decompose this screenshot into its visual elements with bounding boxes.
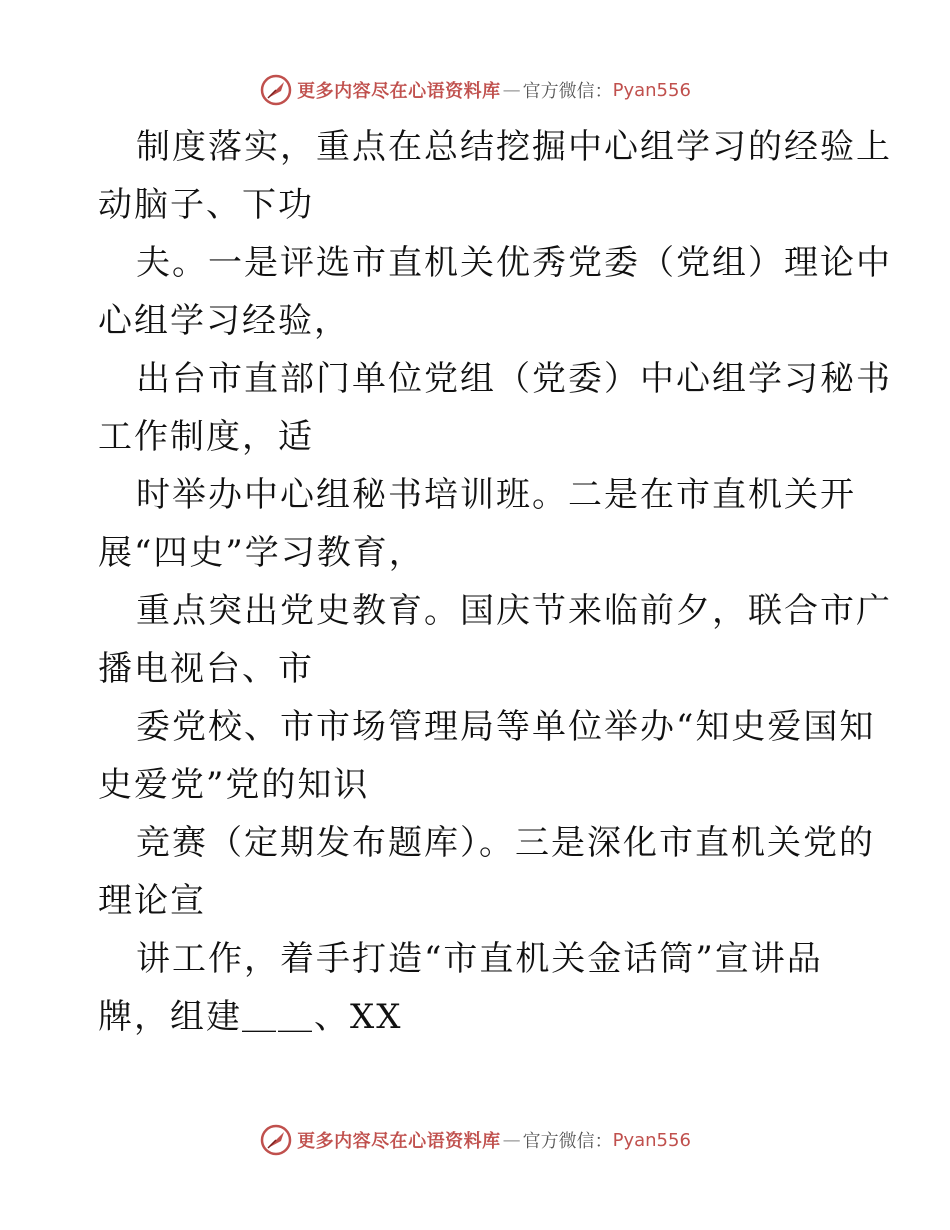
wechat-id: Pyan556: [612, 1129, 691, 1151]
text-line-8: 展“四史”学习教育，: [98, 533, 425, 573]
text-line-10: 播电视台、市: [98, 649, 314, 689]
text-line-14: 理论宣: [98, 881, 206, 921]
site-name-text: 更多内容尽在心语资料库: [297, 81, 501, 102]
header-watermark-banner: [0, 70, 950, 110]
text-line-4: 心组学习经验，: [98, 301, 350, 341]
banner-separator: —: [502, 1129, 521, 1151]
text-line-15: 讲工作，着手打造“市直机关金话筒”宣讲品: [136, 939, 823, 979]
text-line-5: 出台市直部门单位党组（党委）中心组学习秘书: [136, 359, 892, 399]
text-line-1: 制度落实，重点在总结挖掘中心组学习的经验上: [136, 127, 892, 167]
quill-pen-logo-icon: [259, 73, 293, 107]
text-line-9: 重点突出党史教育。国庆节来临前夕，联合市广: [136, 591, 892, 631]
document-body: [98, 118, 892, 1046]
quill-pen-logo-icon: [259, 1123, 293, 1157]
banner-separator: —: [502, 79, 521, 101]
wechat-label: 官方微信：: [522, 1131, 613, 1152]
text-line-7: 时举办中心组秘书培训班。二是在市直机关开: [136, 475, 856, 515]
text-line-2: 动脑子、下功: [98, 185, 314, 225]
wechat-label: 官方微信：: [522, 81, 613, 102]
text-line-3: 夫。一是评选市直机关优秀党委（党组）理论中: [136, 243, 892, 283]
text-line-12: 史爱党”党的知识: [98, 765, 370, 805]
site-name-text: 更多内容尽在心语资料库: [297, 1131, 501, 1152]
text-line-16: 牌，组建＿＿、XX: [98, 997, 403, 1037]
wechat-id: Pyan556: [612, 79, 691, 101]
text-line-11: 委党校、市市场管理局等单位举办“知史爱国知: [136, 707, 876, 747]
footer-watermark-banner: [0, 1120, 950, 1160]
text-line-6: 工作制度，适: [98, 417, 314, 457]
text-line-13: 竞赛（定期发布题库）。三是深化市直机关党的: [136, 823, 875, 863]
